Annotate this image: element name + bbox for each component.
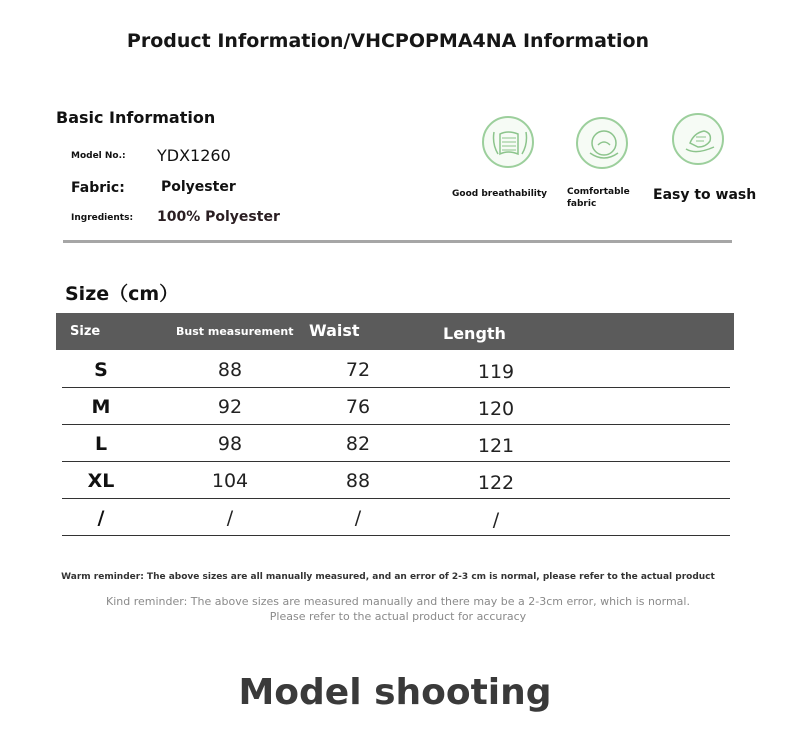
cell-waist: 72	[345, 359, 371, 381]
cell-size: M	[91, 396, 111, 418]
header-waist: Waist	[309, 321, 360, 340]
cell-length: 119	[477, 361, 515, 383]
table-row	[62, 388, 730, 425]
size-table-title: Size（cm）	[65, 283, 179, 305]
cell-bust: 92	[217, 396, 243, 418]
model-shooting-title: Model shooting	[238, 672, 552, 713]
breathability-icon	[482, 116, 534, 168]
ingredients-label: Ingredients:	[71, 213, 134, 223]
cell-bust: 104	[211, 470, 249, 492]
wash-hand-icon	[672, 113, 724, 165]
kind-reminder-line-2: Please refer to the actual product for accuracy	[269, 610, 527, 623]
kind-reminder-line-1: Kind reminder: The above sizes are measured manually and there may be a 2-3cm error, which is normal.	[106, 595, 690, 608]
header-size: Size	[70, 324, 101, 339]
cell-length: 121	[477, 435, 515, 457]
feature-label-breathability: Good breathability	[452, 189, 548, 199]
cell-length: 120	[477, 398, 515, 420]
section-divider	[63, 240, 732, 243]
cell-waist: 76	[345, 396, 371, 418]
cell-waist: 88	[345, 470, 371, 492]
warm-reminder: Warm reminder: The above sizes are all manually measured, and an error of 2-3 cm is normal, please refer to the actual product	[61, 572, 715, 582]
model-number-value: YDX1260	[157, 146, 231, 165]
cell-size: S	[94, 359, 108, 381]
header-length: Length	[443, 324, 506, 343]
cell-bust: 98	[217, 433, 243, 455]
page-title: Product Information/VHCPOPMA4NA Information	[126, 30, 650, 52]
fabric-value: Polyester	[161, 179, 236, 195]
comfort-fabric-icon	[576, 117, 628, 169]
cell-length: 122	[477, 472, 515, 494]
cell-length: /	[492, 509, 500, 531]
ingredients-value: 100% Polyester	[157, 209, 280, 225]
cell-size: XL	[87, 470, 115, 492]
cell-bust: /	[226, 507, 234, 529]
cell-waist: /	[354, 507, 362, 529]
feature-label-comfortable: Comfortable fabric	[567, 187, 630, 209]
cell-waist: 82	[345, 433, 371, 455]
table-row	[62, 351, 730, 388]
header-bust: Bust measurement	[176, 325, 294, 338]
cell-size: L	[94, 433, 108, 455]
table-row	[62, 462, 730, 499]
table-row	[62, 499, 730, 536]
model-number-label: Model No.:	[71, 151, 126, 161]
fabric-label: Fabric:	[71, 180, 125, 196]
table-row	[62, 425, 730, 462]
basic-info-title: Basic Information	[56, 108, 216, 127]
kind-reminder	[0, 594, 790, 624]
cell-size: /	[97, 507, 105, 529]
feature-label-easy-wash: Easy to wash	[653, 187, 757, 203]
cell-bust: 88	[217, 359, 243, 381]
size-table-header	[56, 313, 734, 350]
